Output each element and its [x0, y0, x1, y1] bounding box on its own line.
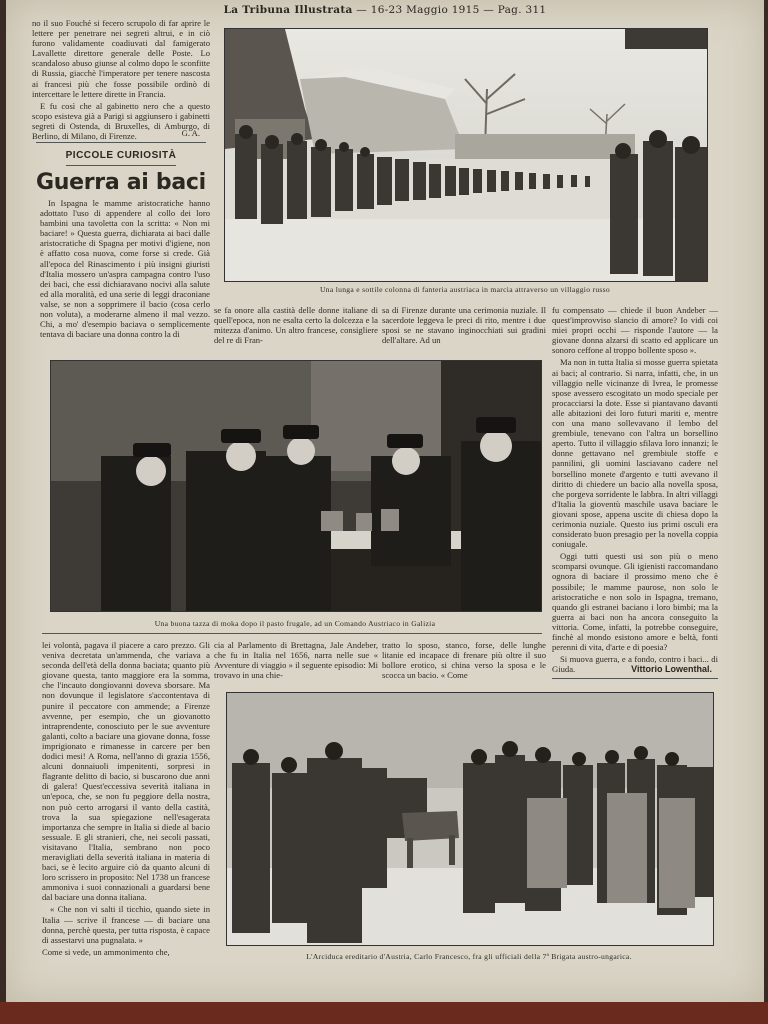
- divider: [42, 633, 542, 634]
- divider: [552, 678, 718, 679]
- photo-caption-middle: Una buona tazza di moka dopo il pasto frugale, ad un Comando Austriaco in Galizia: [154, 619, 436, 628]
- header-date: 16-23 Maggio 1915: [370, 4, 480, 16]
- article-text: Ma non in tutta Italia si mosse guerra spietata ai baci; al contrario. Si narra, infatti, che, in un villaggio nelle vicinanze di Ivrea, le promesse spose avessero escogitato un modo speciale per procacciarsi la dote. Esse si piantavano davanti alle abitazioni dei loro futuri mariti e, mentre con una mano sollevavano il lembo del grembiule, tenevano con l'altra un borsellino aperto. Tutto il villaggio sfilava loro innanzi; le donne gettavano nel grembiule stoffe e pannilini, gli uomini lasciavano cadere nel borsellino monete d'argento e tutti avevano il diritto di chiedere un bacio alla novella sposa, che porgeva sorridente le labbra. In altri villaggi d'Italia la gioventù maschile usava baciare le giovani spose, appena uscite di chiesa dopo la cerimonia nuziale. Questo ius primi osculi era considerato buon presagio per la novella coppia coniugale.: [552, 357, 718, 550]
- article-text: Si muova guerra, e a fondo, contro i baci... di Giuda.: [552, 654, 718, 675]
- article-text: cia al Parlamento di Brettagna, Jale Andeber, che fu in Italia nel 1656, narra nelle sue « Avventure di viaggio » il seguente episodio: Mi trovavo in una chie-: [214, 640, 378, 681]
- intro-paragraph: no il suo Fouché si fecero scrupolo di far aprire le lettere per penetrare nei segreti altrui, e in ciò furono validamente coadiuvati dal famigerato Lavallette direttore generale delle Poste. Lo scandaloso abuso giunse al colmo dopo le sconfitte di Russia, giacchè l'imperatore per tenere nascosta ai francesi più che fosse possibile ordinò di intercettare le lettere dirette in Francia.: [32, 18, 210, 99]
- article-text: fu compensato — chiede il buon Andeber — quest'improvviso slancio di amore? Io vidi coi miei propri occhi — risponde l'autore — la giovane donna alzarsi di scatto ed applicare un sonoro ceffone al troppo bollente sposo ».: [552, 305, 718, 356]
- article-text: Come si vede, un ammonimento che,: [42, 946, 170, 957]
- article-text: sa di Firenze durante una cerimonia nuziale. Il sacerdote leggeva le preci di rito, mentre i due sposi se ne stavano inginocchiati sui gradini dell'altare. Ad un: [382, 305, 546, 346]
- article-text: lei volontà, pagava il piacere a caro prezzo. Gli veniva decretata un'ammenda, che variava a seconda dell'età della donna baciata; quanto più giovane questa, tanto maggiore era la somma, che l'incauto dongiovanni doveva sborsare. Ma non dovunque il legislatore s'accontentava di punire il peccatore con ammende; a Firenze avvenne, per esempio, che un giovanotto intraprendente, conosciuto per le sue avventure galanti, colto a baciare una giovane donna, fosse imprigionato e rimanesse in carcere per ben dodici mesi! A Roma, nell'anno di grazia 1556, alcuni donnaiuoli impenitenti, sorpresi in flagrante delitto di bacio, si buscarono due anni di galera! Quest'eccessiva severità italiana in un'epoca, che, se non fu peggiore della nostra, non può certo arrogarsi il vanto della castità, trova la sua spiegazione nell'esagerata importanza che sempre in Italia si diede al bacio sessuale. E gli stranieri, che, nei secoli passati, visitavano l'Italia, sembrano non poco meravigliati della severità italiana in materia di baci, se è lecito arguire ciò da quanto alcuni di loro scrissero in proposito: Nel 1738 un francese ammoniva i suoi connazionali a guardarsi bene dal baciare una donna italiana.: [42, 640, 210, 903]
- lower-column-1: [42, 640, 210, 964]
- article-text: Oggi tutti questi usi son più o meno scomparsi ovunque. Gli igienisti raccomandano ognora di baciare il prossimo meno che è possibile; le mamme paurose, non solo le aristocratiche e non solo in Ispagna, tremano, quando gli estranei baciano i loro bimbi; ma la guerra ai baci non ha ancora conseguito la vittoria. Come, infatti, la potrebbe conseguire, finchè al mondo esistono amore e beltà, fonti perenni di vita, d'arte e di poesia?: [552, 551, 718, 653]
- article-column-1: [40, 198, 210, 346]
- archduke-image: [227, 693, 713, 945]
- photo-infantry-march: [224, 28, 708, 282]
- photo-austrian-command: [50, 360, 542, 612]
- article-column-3: [382, 305, 546, 347]
- austrian-command-image: [51, 361, 541, 611]
- divider: [36, 142, 206, 143]
- section-title: PICCOLE CURIOSITÀ: [65, 150, 177, 161]
- photo-archduke: [226, 692, 714, 946]
- headline: Guerra ai baci: [36, 170, 206, 195]
- photo-caption-bottom: L'Arciduca ereditario d'Austria, Carlo Francesco, fra gli ufficiali della 7ª Brigata austro-ungarica.: [306, 952, 632, 961]
- photo-caption-top: Una lunga e sottile colonna di fanteria austriaca in marcia attraverso un villaggio russo: [319, 285, 611, 294]
- newspaper-page: [6, 0, 764, 1002]
- intro-column: [32, 18, 210, 142]
- intro-paragraph: E fu così che al gabinetto nero che a questo scopo esisteva già a Parigi si aggiunsero i gabinetti segreti di Ostenda, di Bruxelles, di Amburgo, di Berlino, di Milano, di Firenze.: [32, 100, 210, 142]
- article-text: se fa onore alla castità delle donne italiane di quell'epoca, non ne esalta certo la dolcezza e la mitezza d'animo. Un altro francese, consigliere del re di Fran-: [214, 305, 378, 346]
- divider: [66, 165, 176, 166]
- article-text: « Che non vi salti il ticchio, quando siete in Italia — scrive il francese — di baciare una donna, perchè questa, per tutta risposta, è capace di assestarvi una pugnalata. »: [42, 904, 210, 945]
- lower-column-2: [214, 640, 378, 682]
- article-text: tratto lo sposo, stanco, forse, delle lunghe litanie ed incapace di frenare più oltre il suo bollore erotico, si china verso la sposa e le scocca un bacio. « Come: [382, 640, 546, 681]
- header-title: La Tribuna Illustrata: [223, 4, 353, 16]
- intro-signature: G. A.: [181, 128, 200, 138]
- table-surface: [0, 1002, 768, 1024]
- page-header: La Tribuna Illustrata — 16-23 Maggio 1915 — Pag. 311: [223, 4, 547, 16]
- article-author: Vittorio Lowenthal.: [631, 664, 712, 674]
- article-text: In Ispagna le mamme aristocratiche hanno adottato l'uso di appendere al collo dei loro bambini una tavoletta con la scritta: « Non mi baciare! » Questa guerra, dichiarata ai baci dalle aristocratiche di Spagna per motivi d'igiene, non è affatto cosa nuova, come forse si crede. Già all'epoca del Rinascimento i più insigni giuristi d'Italia mossero un'aspra campagna contro l'uso dei baci, che essi dichiaravano nocivi alla salute ed alla moralità, ed una serie di leggi draconiane valse, se non a sopprimere il bacio (cosa cerlo non voluta), a moderarne almeno il mal vezzo. Chi, a mo' d'esempio baciava o semplicemente tentava di baciare una donna contro la di: [40, 198, 210, 340]
- header-page: Pag. 311: [497, 4, 547, 16]
- lower-column-3: [382, 640, 546, 682]
- article-column-2: [214, 305, 378, 347]
- infantry-march-image: [225, 29, 707, 281]
